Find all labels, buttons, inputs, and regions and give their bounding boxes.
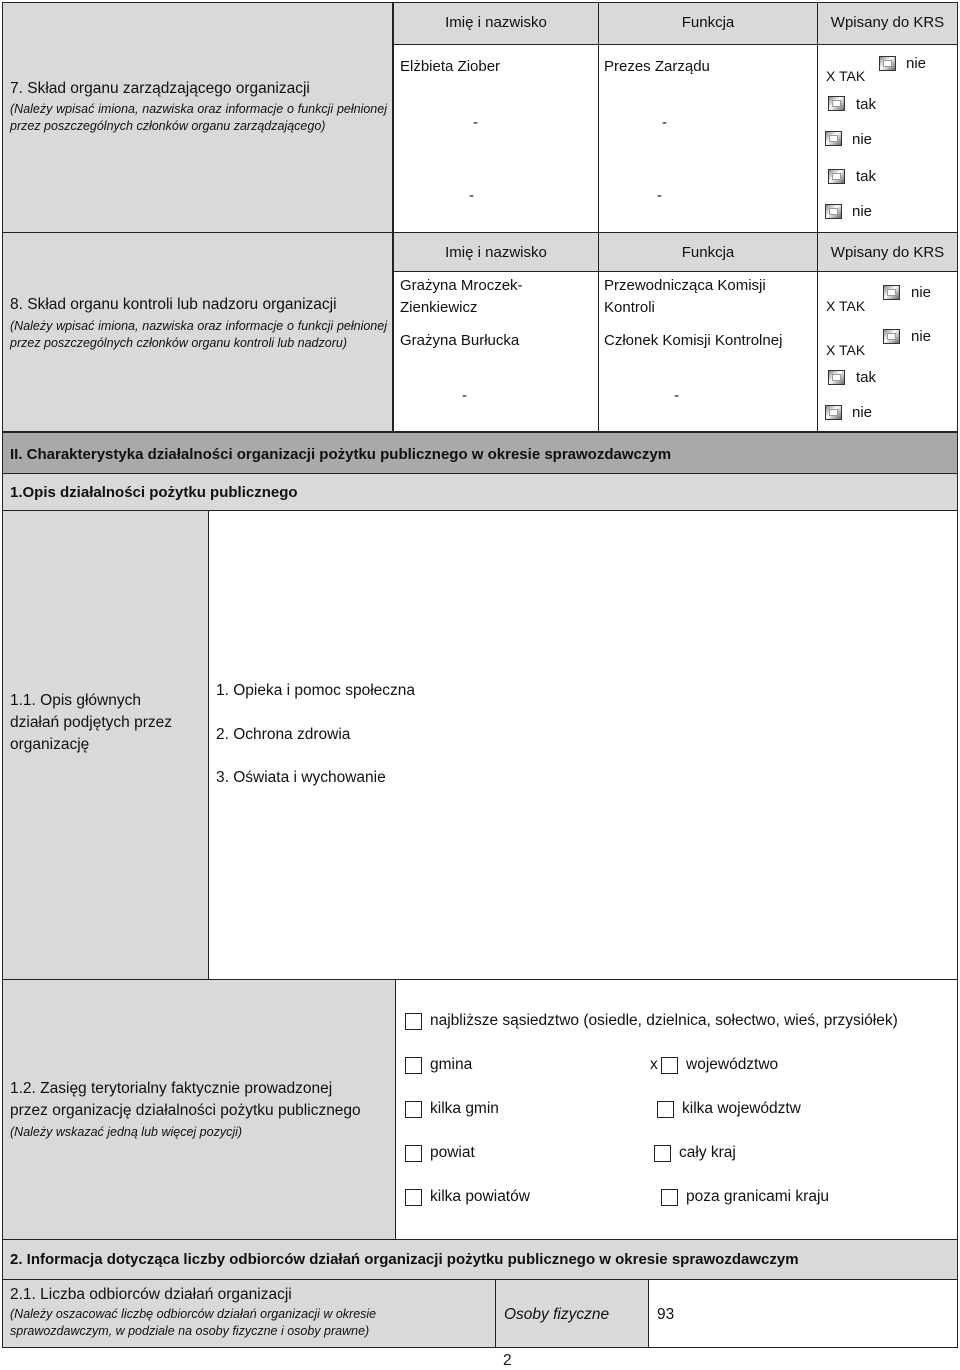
- scope-kilka-woj-label: kilka województw: [682, 1100, 801, 1117]
- recip-note: (Należy oszacować liczbę odbiorców działań organizacji w okresie sprawozdawczym, w podziale na osoby fizyczne i osoby prawne): [10, 1307, 377, 1338]
- s7-row1-func: Prezes Zarządu: [604, 58, 710, 75]
- scope-wojewodztwo-label: województwo: [686, 1056, 779, 1073]
- s7-row2-tak-radio[interactable]: [828, 96, 845, 111]
- s7-row2-name: -: [473, 114, 478, 131]
- s8-row1-func-l2: Kontroli: [604, 299, 655, 316]
- scope-kilka-powiatow-checkbox[interactable]: [405, 1189, 422, 1206]
- scope-nearest-checkbox[interactable]: [405, 1013, 422, 1030]
- sub2-title: 2. Informacja dotycząca liczby odbiorców działań organizacji pożytku publicznego w okresie sprawozdawczym: [10, 1251, 799, 1268]
- osoby-value: 93: [657, 1306, 675, 1323]
- s7-note: (Należy wpisać imiona, nazwiska oraz informacje o funkcji pełnionej przez poszczególnych członków organu zarządzającego): [10, 102, 387, 133]
- s7-header-krs-text: Wpisany do KRS: [830, 14, 945, 31]
- scope-powiat-label: powiat: [430, 1144, 475, 1161]
- s8-header-krs-text: Wpisany do KRS: [830, 244, 945, 261]
- s8-row2-func: Członek Komisji Kontrolnej: [604, 332, 783, 349]
- scope-poza-label: poza granicami kraju: [686, 1188, 830, 1205]
- scope-caly-kraj-checkbox[interactable]: [654, 1145, 671, 1162]
- scope-wojewodztwo-mark: x: [650, 1056, 658, 1073]
- activity-item: 2. Ochrona zdrowia: [216, 726, 351, 743]
- s8-header-func-text: Funkcja: [681, 244, 735, 261]
- s8-title: 8. Skład organu kontroli lub nadzoru organizacji: [10, 296, 337, 313]
- s8-row1-name-l1: Grażyna Mroczek-: [400, 277, 523, 294]
- scope-label-l1: 1.2. Zasięg terytorialny faktycznie prowadzonej: [10, 1080, 333, 1097]
- s8-row3-func: -: [674, 387, 679, 404]
- s7-row3-nie-radio[interactable]: [825, 204, 842, 219]
- s7-row1-krs-x: X TAK: [826, 68, 866, 84]
- scope-kilka-gmin-label: kilka gmin: [430, 1100, 499, 1117]
- recip-label: 2.1. Liczba odbiorców działań organizacji: [10, 1286, 292, 1303]
- s7-row1-nie: nie: [906, 55, 927, 72]
- s7-row3-tak: tak: [856, 168, 877, 185]
- scope-poza-checkbox[interactable]: [661, 1189, 678, 1206]
- s8-row2-nie-radio[interactable]: [883, 329, 900, 344]
- osoby-label: Osoby fizyczne: [504, 1306, 610, 1323]
- s7-row2-nie: nie: [852, 131, 873, 148]
- activity-item: 3. Oświata i wychowanie: [216, 769, 386, 786]
- scope-kilka-powiatow-label: kilka powiatów: [430, 1188, 530, 1205]
- s7-title: 7. Skład organu zarządzającego organizacji: [10, 80, 310, 97]
- main-activities-label-l1: 1.1. Opis głównych: [10, 692, 141, 709]
- activity-item: 1. Opieka i pomoc społeczna: [216, 682, 416, 699]
- s7-row3-nie: nie: [852, 203, 873, 220]
- s7-row2-func: -: [662, 114, 667, 131]
- s8-row1-nie: nie: [911, 284, 932, 301]
- scope-kilka-woj-checkbox[interactable]: [657, 1101, 674, 1118]
- sub1-title: 1.Opis działalności pożytku publicznego: [10, 484, 298, 501]
- s8-note: (Należy wpisać imiona, nazwiska oraz informacje o funkcji pełnionej przez poszczególnych członków organu kontroli lub nadzoru): [10, 319, 387, 350]
- s7-row3-tak-radio[interactable]: [828, 169, 845, 184]
- main-activities-label-l3: organizację: [10, 736, 90, 753]
- s8-row3-tak: tak: [856, 369, 877, 386]
- main-activities-content[interactable]: [208, 510, 958, 980]
- page-number: 2: [503, 1352, 512, 1369]
- scope-wojewodztwo-checkbox[interactable]: [661, 1057, 678, 1074]
- s7-header-name-text: Imię i nazwisko: [445, 14, 547, 31]
- s8-row1-krs-x: X TAK: [826, 298, 866, 314]
- main-activities-label-l2: działań podjętych przez: [10, 714, 172, 731]
- s8-row3-tak-radio[interactable]: [828, 370, 845, 385]
- scope-gmina-checkbox[interactable]: [405, 1057, 422, 1074]
- s8-row2-nie: nie: [911, 328, 932, 345]
- s7-header-func-text: Funkcja: [681, 14, 735, 31]
- s8-col-func: [598, 271, 818, 432]
- s7-row2-nie-radio[interactable]: [825, 131, 842, 146]
- scope-nearest-label: najbliższe sąsiedztwo (osiedle, dzielnica, sołectwo, wieś, przysiółek): [430, 1012, 898, 1029]
- scope-kilka-gmin-checkbox[interactable]: [405, 1101, 422, 1118]
- osoby-value-cell[interactable]: [648, 1279, 958, 1348]
- s8-row1-name-l2: Zienkiewicz: [400, 299, 478, 316]
- s8-row1-nie-radio[interactable]: [883, 285, 900, 300]
- s8-row2-krs-x: X TAK: [826, 342, 866, 358]
- s7-row1-nie-radio[interactable]: [879, 56, 896, 71]
- s8-row2-name: Grażyna Burłucka: [400, 332, 520, 349]
- section-ii-title: II. Charakterystyka działalności organizacji pożytku publicznego w okresie sprawozdawczym: [10, 446, 672, 463]
- s8-header-name-text: Imię i nazwisko: [445, 244, 547, 261]
- s8-row3-nie: nie: [852, 404, 873, 421]
- s8-row3-name: -: [462, 387, 467, 404]
- s8-col-name: [393, 271, 599, 432]
- s8-row1-func-l1: Przewodnicząca Komisji: [604, 277, 766, 294]
- s7-row3-name: -: [469, 187, 474, 204]
- scope-label-l2: przez organizację działalności pożytku publicznego: [10, 1102, 361, 1119]
- scope-powiat-checkbox[interactable]: [405, 1145, 422, 1162]
- s7-row3-func: -: [657, 187, 662, 204]
- s7-row1-name: Elżbieta Ziober: [400, 58, 501, 75]
- scope-caly-kraj-label: cały kraj: [679, 1144, 736, 1161]
- s7-row2-tak: tak: [856, 96, 877, 113]
- s8-row3-nie-radio[interactable]: [825, 405, 842, 420]
- scope-gmina-label: gmina: [430, 1056, 473, 1073]
- scope-note: (Należy wskazać jedną lub więcej pozycji): [10, 1125, 243, 1139]
